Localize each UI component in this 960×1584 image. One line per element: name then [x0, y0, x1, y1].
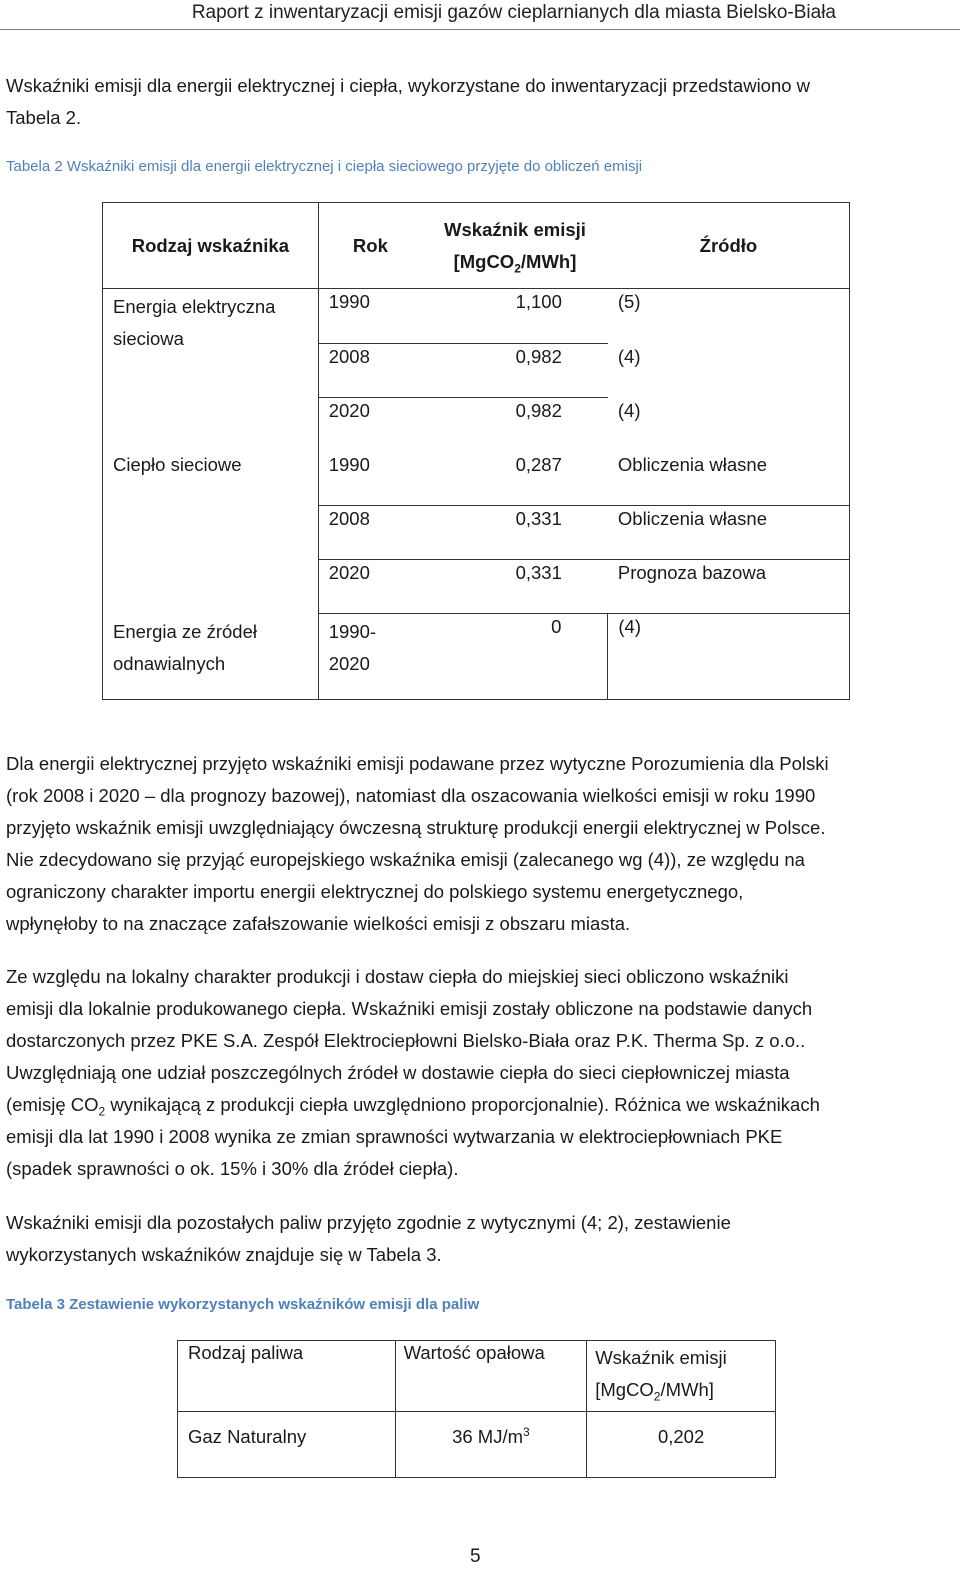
paragraph-line: emisji dla lat 1990 i 2008 wynika ze zmian sprawności wytwarzania w elektrociepłowniach PKE: [6, 1126, 783, 1147]
header-factor-line1: Wskaźnik emisji: [444, 218, 586, 240]
intro-line-1: Wskaźniki emisji dla energii elektrycznej i ciepła, wykorzystane do inwentaryzacji przedstawiono w: [6, 75, 811, 96]
table2-header-row: [103, 203, 850, 289]
cell-value: 0,331: [422, 560, 608, 614]
header-fuel-factor-post: /MWh]: [660, 1379, 714, 1400]
header-title: Raport z inwentaryzacji emisji gazów cieplarnianych dla miasta Bielsko-Biała: [191, 2, 836, 23]
cell-year: 2020: [318, 560, 422, 614]
cell-source: (4): [608, 614, 850, 700]
header-year: Rok: [318, 203, 422, 289]
co2-sub: 2: [98, 1104, 106, 1119]
cell-year-line2: 2020: [328, 653, 370, 674]
group-label: [103, 452, 319, 614]
header-fuel-factor-pre: [MgCO: [595, 1379, 654, 1400]
cell-year: 1990: [318, 452, 422, 506]
table3-caption-text: Tabela 3 Zestawienie wykorzystanych wskaźników emisji dla paliw: [6, 1296, 480, 1313]
header-factor-unit-pre: [MgCO: [453, 250, 515, 272]
group-label-line2: sieciowa: [113, 328, 184, 349]
paragraph-line: [6, 1094, 820, 1119]
paragraph-heat: [6, 961, 936, 1185]
cell-source: (5): [608, 289, 850, 344]
paragraph-line: wpłynęłoby to na znaczące zafałszowanie wielkości emisji z obszaru miasta.: [6, 913, 631, 934]
emission-factors-table: [102, 202, 850, 700]
cell-fuel-factor: 0,202: [587, 1412, 776, 1478]
page-header: [0, 0, 960, 30]
paragraph-line: Ze względu na lokalny charakter produkcji i dostaw ciepła do miejskiej sieci obliczono wskaźniki: [6, 966, 789, 987]
paragraph-line: przyjęto wskaźnik emisji uwzględniający ówczesną strukturę produkcji energii elektrycznej w Polsce.: [6, 817, 826, 838]
cell-year: 1990: [318, 289, 422, 344]
paragraph-line: dostarczonych przez PKE S.A. Zespół Elektrociepłowni Bielsko-Biała oraz P.K. Therma Sp. z o.o..: [6, 1030, 806, 1051]
group-label: [103, 614, 319, 700]
paragraph-line: Wskaźniki emisji dla pozostałych paliw przyjęto zgodnie z wytycznymi (4; 2), zestawienie: [6, 1212, 731, 1233]
header-factor: [422, 203, 608, 289]
table-row: [103, 452, 850, 506]
cell-value: 0,982: [515, 400, 562, 421]
cell-value: 0,287: [422, 452, 608, 506]
cell-year-line1: 1990-: [328, 621, 377, 642]
cell-source: Obliczenia własne: [608, 506, 850, 560]
co2-post: wynikającą z produkcji ciepła uwzględniono proporcjonalnie). Różnica we wskaźnikach: [105, 1094, 820, 1115]
cell-source: Obliczenia własne: [608, 452, 850, 506]
cell-calorific: [395, 1412, 587, 1478]
paragraph-line: Dla energii elektrycznej przyjęto wskaźniki emisji podawane przez wytyczne Porozumienia dla Polski: [6, 753, 829, 774]
header-factor-unit-post: /MWh]: [520, 250, 577, 272]
table3-caption: [6, 1296, 479, 1313]
cell-value: 0: [422, 614, 608, 700]
group-label-line1: Ciepło sieciowe: [113, 453, 242, 475]
cell-year: [318, 614, 422, 700]
paragraph-line: ograniczony charakter importu energii elektrycznej do polskiego systemu energetycznego,: [6, 881, 744, 902]
header-type: Rodzaj wskaźnika: [103, 203, 319, 289]
cell-fuel: Gaz Naturalny: [178, 1412, 396, 1478]
cell-value: 1,100: [422, 289, 608, 344]
paragraph-line: Nie zdecydowano się przyjąć europejskiego wskaźnika emisji (zalecanego wg (4)), ze względu na: [6, 849, 805, 870]
header-fuel-factor-line1: Wskaźnik emisji: [595, 1347, 727, 1368]
cell-year: 2008: [318, 506, 422, 560]
cell-year: 2020: [328, 400, 370, 421]
table-row: [103, 614, 850, 700]
cell-value: 0,331: [422, 506, 608, 560]
table3-header-row: [178, 1341, 776, 1412]
fuel-factors-table: [177, 1340, 776, 1478]
header-factor-unit-sub: 2: [514, 261, 521, 276]
group-label: [103, 289, 319, 452]
intro-line-2: Tabela 2.: [6, 107, 82, 128]
cell-source: (4): [608, 344, 850, 398]
paragraph-fuels: [6, 1207, 936, 1271]
cell-calorific-value: 36 MJ/m: [452, 1426, 523, 1447]
cell-year: 2008: [318, 344, 422, 398]
header-source: Źródło: [608, 203, 850, 289]
page-number: 5: [470, 1546, 481, 1567]
paragraph-line: (spadek sprawności o ok. 15% i 30% dla źródeł ciepła).: [6, 1158, 459, 1179]
table-row: [103, 289, 850, 344]
cell-calorific-sup: 3: [523, 1424, 530, 1439]
header-fuel-factor-sub: 2: [653, 1389, 661, 1404]
table-row: [178, 1412, 776, 1478]
header-calorific: Wartość opałowa: [395, 1341, 587, 1412]
group-label-line2: odnawialnych: [113, 652, 226, 674]
cell-source: Prognoza bazowa: [608, 560, 850, 614]
group-label-line1: Energia ze źródeł: [113, 620, 257, 642]
paragraph-line: Uwzględniają one udział poszczególnych źródeł w dostawie ciepła do sieci ciepłowniczej miasta: [6, 1062, 790, 1083]
co2-pre: (emisję CO: [6, 1094, 99, 1115]
paragraph-line: wykorzystanych wskaźników znajduje się w Tabela 3.: [6, 1244, 442, 1265]
intro-paragraph: [6, 70, 936, 134]
group-label-line1: Energia elektryczna: [113, 296, 276, 317]
cell-source: (4): [608, 398, 850, 452]
header-fuel-factor: [587, 1341, 776, 1412]
paragraph-line: (rok 2008 i 2020 – dla prognozy bazowej), natomiast dla oszacowania wielkości emisji w roku 1990: [6, 785, 816, 806]
paragraph-line: emisji dla lokalnie produkowanego ciepła. Wskaźniki emisji zostały obliczone na podstawie danych: [6, 998, 813, 1019]
table2-caption: Tabela 2 Wskaźniki emisji dla energii elektrycznej i ciepła sieciowego przyjęte do obliczeń emisji: [6, 158, 643, 175]
cell-value: 0,982: [422, 344, 608, 398]
paragraph-electricity: [6, 748, 936, 940]
header-fuel: Rodzaj paliwa: [178, 1341, 396, 1412]
